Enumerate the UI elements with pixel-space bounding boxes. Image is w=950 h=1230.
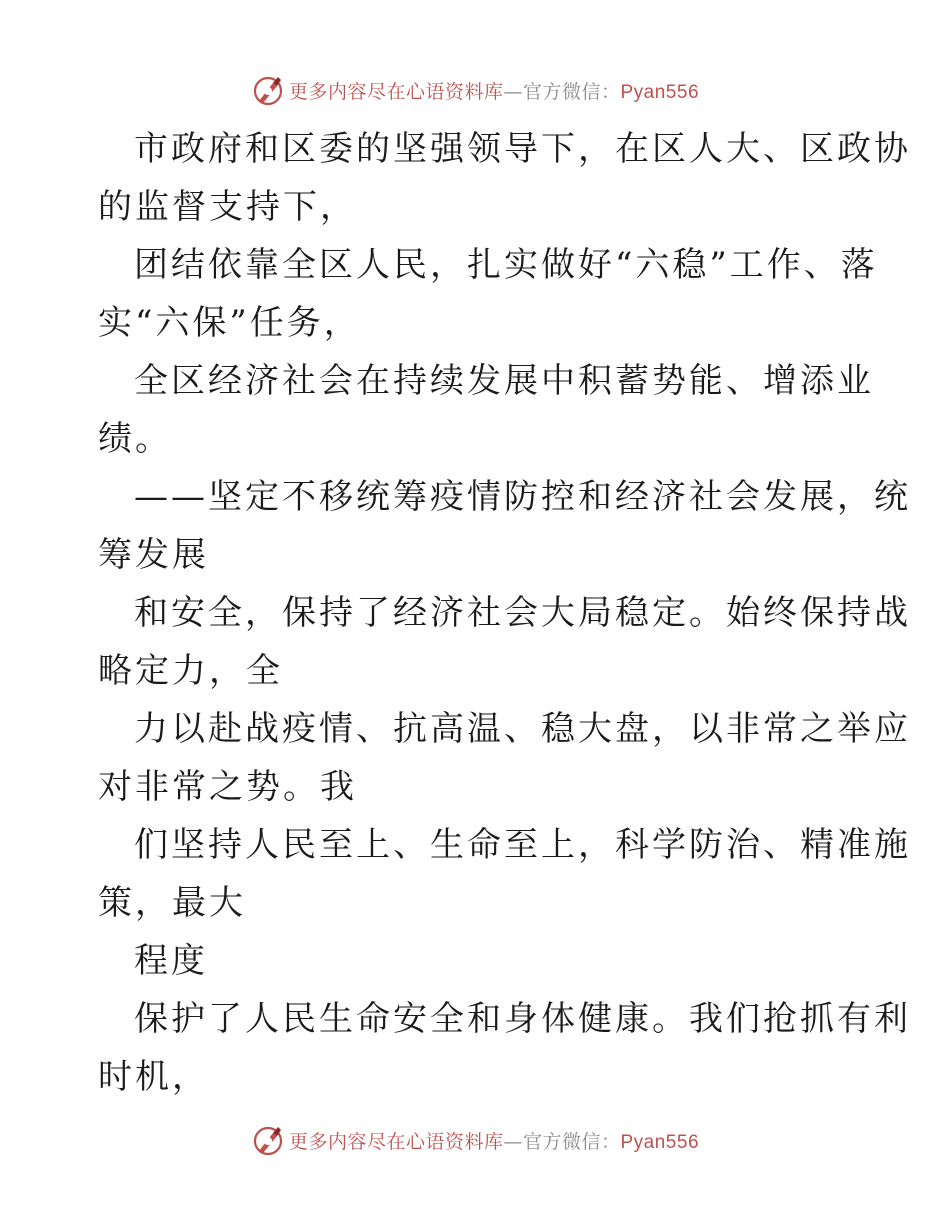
- header-wechat-id: Pyan556: [620, 81, 700, 103]
- header-banner-text: [289, 77, 699, 104]
- body-line: 对非常之势。我: [98, 767, 357, 807]
- footer-wechat-label: 官方微信：: [522, 1130, 621, 1153]
- footer-banner-text: [289, 1127, 699, 1154]
- body-line: 时机，: [98, 1057, 209, 1097]
- body-line: 绩。: [98, 419, 172, 459]
- body-line: ——坚定不移统筹疫情防控和经济社会发展，统: [134, 477, 911, 517]
- footer-wechat-id: Pyan556: [620, 1131, 700, 1153]
- body-line: 略定力，全: [98, 651, 283, 691]
- body-line: 实“六保”任务，: [98, 303, 361, 343]
- header-banner: [0, 70, 950, 110]
- body-line: 策，最大: [98, 883, 246, 923]
- body-line: 力以赴战疫情、抗高温、稳大盘，以非常之举应: [134, 709, 911, 749]
- body-line: 保护了人民生命安全和身体健康。我们抢抓有利: [134, 999, 911, 1039]
- header-wechat-label: 官方微信：: [522, 80, 621, 103]
- document-body: [98, 120, 911, 1106]
- footer-dash: —: [503, 1130, 523, 1153]
- footer-banner: [0, 1120, 950, 1160]
- body-line: 筹发展: [98, 535, 209, 575]
- body-line: 们坚持人民至上、生命至上，科学防治、精准施: [134, 825, 911, 865]
- body-line: 全区经济社会在持续发展中积蓄势能、增添业: [134, 361, 874, 401]
- body-line: 团结依靠全区人民，扎实做好“六稳”工作、落: [134, 245, 878, 285]
- body-line: 程度: [134, 941, 208, 981]
- body-line: 和安全，保持了经济社会大局稳定。始终保持战: [134, 593, 911, 633]
- footer-site-text: 更多内容尽在心语资料库: [288, 1130, 504, 1153]
- body-line: 的监督支持下，: [98, 187, 357, 227]
- header-dash: —: [503, 80, 523, 103]
- pen-logo-icon: [251, 73, 285, 107]
- body-line: 市政府和区委的坚强领导下，在区人大、区政协: [134, 129, 911, 169]
- pen-logo-icon: [251, 1123, 285, 1157]
- header-site-text: 更多内容尽在心语资料库: [288, 80, 504, 103]
